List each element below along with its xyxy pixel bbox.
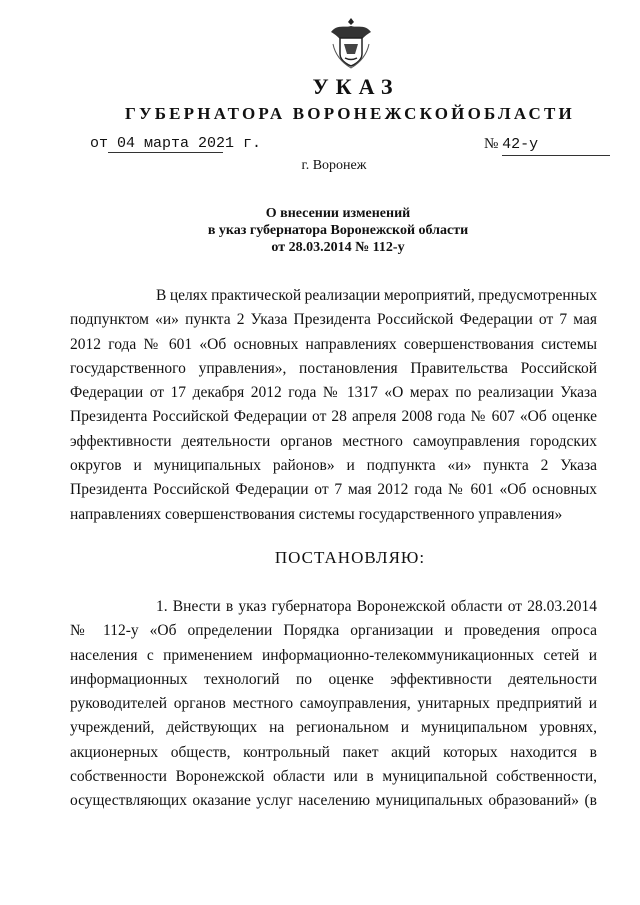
text-line: 2012 года № 601 «Об основных направлениях совершенствования системы bbox=[70, 335, 597, 353]
text-line: осуществляющих оказание услуг населению муниципальных образований» (в bbox=[70, 792, 597, 810]
subject-line: от 28.03.2014 № 112-у bbox=[271, 240, 405, 255]
text-line: Президента Российской Федерации от 7 мая 2012 года № 601 «Об основных bbox=[70, 481, 597, 499]
text-line: эффективности деятельности органов местного самоуправления городских bbox=[70, 432, 597, 450]
subject-line: в указ губернатора Воронежской области bbox=[207, 223, 469, 238]
text-line: собственности Воронежской области или в муниципальной собственности, bbox=[70, 768, 597, 786]
document-title: УКАЗ bbox=[312, 74, 400, 99]
text-line: государственного управления», постановления Правительства Российской bbox=[70, 359, 597, 377]
text-line: информационных технологий по оценке эффективности деятельности bbox=[70, 670, 597, 688]
date-underline bbox=[108, 152, 223, 153]
date-field bbox=[90, 135, 261, 152]
city: г. Воронеж bbox=[301, 158, 367, 173]
text-line: округов и муниципальных районов» и подпункта «и» пункта 2 Указа bbox=[70, 457, 597, 475]
date-prefix: от bbox=[90, 135, 109, 152]
number-underline bbox=[502, 155, 610, 156]
decree-word: ПОСТАНОВЛЯЮ: bbox=[274, 548, 426, 567]
date-value: 04 марта 2021 г. bbox=[117, 135, 262, 152]
document-subtitle: ГУБЕРНАТОРА ВОРОНЕЖСКОЙОБЛАСТИ bbox=[125, 104, 575, 123]
clause-1-paragraph bbox=[70, 595, 597, 814]
text-line: Президента Российской Федерации от 28 апреля 2008 года № 607 «Об оценке bbox=[70, 408, 597, 426]
number-prefix: № bbox=[484, 136, 499, 152]
text-line: руководителей органов местного самоуправления, унитарных предприятий и bbox=[70, 695, 597, 713]
text-line: направлениях совершенствования системы государственного управления» bbox=[70, 505, 563, 523]
number-field bbox=[484, 136, 538, 153]
text-line: акционерных обществ, контрольный пакет акций которых находится в bbox=[70, 743, 597, 761]
subject-heading bbox=[0, 205, 640, 256]
coat-of-arms-icon bbox=[325, 14, 377, 70]
subject-line: О внесении изменений bbox=[265, 206, 411, 221]
text-line: подпунктом «и» пункта 2 Указа Президента Российской Федерации от 7 мая bbox=[70, 311, 597, 329]
preamble-paragraph bbox=[70, 284, 598, 527]
number-value: 42-у bbox=[502, 136, 539, 153]
text-line: населения с применением информационно-телекоммуникационных сетей и bbox=[70, 646, 597, 664]
text-line: учреждений, действующих на региональном и муниципальном уровнях, bbox=[70, 719, 597, 737]
text-line: 1. Внести в указ губернатора Воронежской области от 28.03.2014 bbox=[156, 598, 597, 615]
text-line: В целях практической реализации мероприятий, предусмотренных bbox=[156, 287, 598, 304]
text-line: № 112-у «Об определении Порядка организации и проведения опроса bbox=[70, 622, 597, 640]
text-line: Федерации от 17 декабря 2012 года № 1317 «О мерах по реализации Указа bbox=[70, 384, 597, 402]
